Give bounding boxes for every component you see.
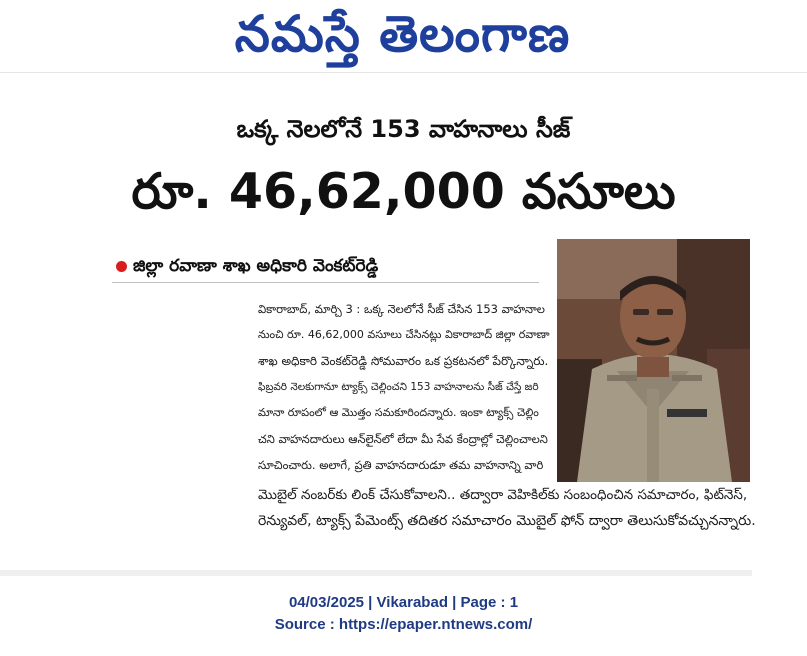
footer-source-link[interactable]: Source : https://epaper.ntnews.com/	[274, 616, 533, 633]
body-line: సూచించారు. అలాగే, ప్రతి వాహనదారుడూ తమ వాహనాన్ని వారి	[258, 458, 544, 472]
article-body-full-width	[258, 482, 758, 534]
masthead-divider	[0, 72, 807, 73]
article-headline: రూ. 46,62,000 వసూలు	[131, 163, 676, 220]
body-line: మానా రూపంలో ఆ మొత్తం సమకూరిందన్నారు. ఇంకా ట్యాక్స్ చెల్లిం	[258, 406, 539, 419]
officer-photo	[557, 239, 750, 482]
footer-dateline: 04/03/2025 | Vikarabad | Page : 1	[288, 594, 519, 611]
body-line: చని వాహనదారులు ఆన్‌లైన్‌లో లేదా మీ సేవ కేంద్రాల్లో చెల్లించాలని	[258, 432, 548, 446]
masthead	[0, 0, 807, 70]
page-cut-edge	[0, 570, 752, 576]
byline-text: జిల్లా రవాణా శాఖ అధికారి వెంకట్‌రెడ్డి	[133, 256, 379, 276]
body-line: వికారాబాద్, మార్చి 3 : ఒక్క నెలలోనే సీజ్ చేసిన 153 వాహనాల	[258, 302, 545, 316]
byline	[116, 251, 378, 281]
body-line: రెన్యువల్, ట్యాక్స్ పేమెంట్స్ తదితర సమాచారం మొబైల్ ఫోన్ ద్వారా తెలుసుకోవచ్చునన్నారు.	[258, 513, 756, 529]
article-subheadline: ఒక్క నెలలోనే 153 వాహనాలు సీజ్	[236, 115, 571, 143]
body-line: శాఖ అధికారి వెంకట్‌రెడ్డి సోమవారం ఒక ప్రకటనలో పేర్కొన్నారు.	[258, 354, 549, 368]
byline-underline	[112, 282, 539, 283]
body-line: మొబైల్ నంబర్‌కు లింక్ చేసుకోవాలని.. తద్వారా వెహికిల్‌కు సంబంధించిన సమాచారం, ఫిట్‌నెస్,	[258, 487, 748, 503]
body-line: నుంచి రూ. 46,62,000 వసూలు చేసినట్లు వికారాబాద్ జిల్లా రవాణా	[258, 328, 550, 341]
article-body-column	[258, 296, 550, 478]
footer	[0, 592, 807, 636]
newspaper-logo: నమస్తే తెలంగాణ	[234, 5, 571, 63]
red-bullet-icon	[116, 261, 127, 272]
body-line: ఫిబ్రవరి నెలకుగానూ ట్యాక్స్ చెల్లించని 153 వాహనాలను సీజ్ చేస్తే జరి	[258, 381, 539, 393]
